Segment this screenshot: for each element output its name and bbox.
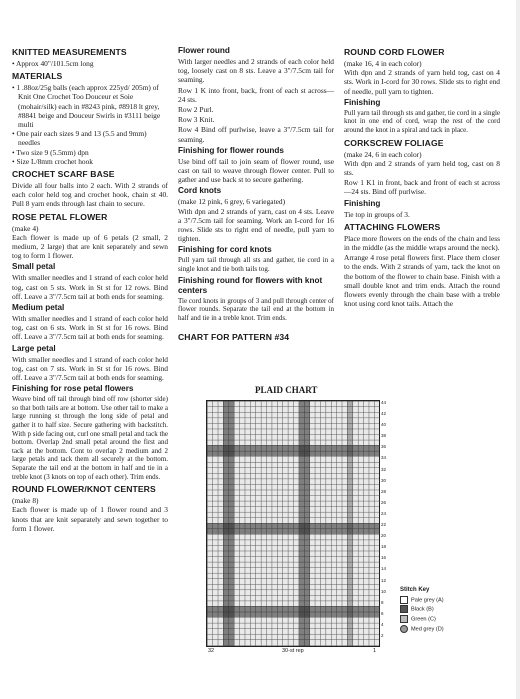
flower-round-text: With larger needles and 2 strands of each color held tog, loosely cast on 8 sts. Leave a 3"/7.5cm tail for seaming. (178, 57, 334, 85)
green-swatch-icon (400, 615, 408, 623)
crochet-scarf-base-text: Divide all four balls into 2 each. With 2 strands of each color held tog and crochet hook, chain st 40. Pull 8 yarn ends through last chain to secure. (12, 181, 168, 209)
black-swatch-icon (400, 605, 408, 613)
attaching-text-1: Place more flowers on the ends of the chain and less in the middle (as the middle wraps around the neck). (344, 233, 500, 253)
plaid-band (207, 445, 379, 456)
column-1 (12, 44, 168, 534)
row-number: 42 (381, 411, 387, 417)
row-number: 28 (381, 488, 387, 494)
flower-round-heading: Flower round (178, 46, 230, 55)
row-number: 30 (381, 477, 387, 483)
row-number: 12 (381, 577, 387, 583)
cord-knots-text: With dpn and 2 strands of yarn, cast on 4 sts. Leave a 3"/7.5cm tail for seaming. Work an I-cord for 16 rows. Slide sts to right end of needle, pull yarn to tighten. (178, 206, 334, 244)
round-flower-heading: ROUND FLOWER/KNOT CENTERS (12, 484, 156, 495)
key-label: Pale grey (A) (411, 596, 444, 603)
flower-round-row3: Row 3 Knit. (178, 115, 215, 125)
row-number: 18 (381, 544, 387, 550)
finishing-rose-text: Weave bind off tail through bind off row (shorter side) so that both tails are at bottom. Use other tail to make a large running st through the long side of petal and gather it to half size. Secure gathering with backstitch. With p side facing out, curl one small petal and tack the bottom. Overlap 2nd small petal around the first and tack at the bottom. Cont to overlap 2 medium and 2 large petals and tack them all securely at the bottom. Separate the tail end at the bottom in half and tie in a treble knot (3 knots on top of each other). Trim ends. (12, 395, 169, 481)
chart-axis-mid: 30-st rep (282, 648, 304, 654)
column-2 (178, 44, 334, 344)
round-flower-make: (make 8) (12, 496, 39, 506)
key-item (400, 596, 444, 606)
finishing-round-text: Use bind off tail to join seam of flower round, use cast on tail to weave through flower center. Pull to gather and use back st to secure gathering. (178, 156, 334, 185)
round-cord-text: With dpn and 2 strands of yarn held tog, cast on 4 sts. Work in I-cord for 30 rows. Slide sts to right end of needle, pull yarn to tighten. (344, 68, 500, 96)
row-number: 8 (381, 599, 384, 605)
rose-petal-make: (make 4) (12, 223, 39, 233)
row-number: 4 (381, 621, 384, 627)
plaid-band (347, 401, 353, 646)
flower-round-row1: Row 1 K into front, back, front of each st across—24 sts. (178, 85, 334, 104)
medium-petal-heading: Medium petal (12, 303, 65, 313)
cord-knots-make: (make 12 pink, 6 grey, 6 variegated) (178, 197, 286, 207)
knitted-measurements-heading: KNITTED MEASUREMENTS (12, 47, 127, 57)
small-petal-text: With smaller needles and 1 strand of each color held tog, cast on 5 sts. Work in St st for 12 rows. Bind off. Leave a 3"/7.5cm tail at both ends for seaming. (12, 273, 168, 301)
corkscrew-row1: Row 1 K1 in front, back and front of each st across—24 sts. Bind off purlwise. (344, 178, 500, 197)
row-number: 38 (381, 433, 387, 439)
chart-heading: CHART FOR PATTERN #34 (178, 332, 290, 343)
chart-title: PLAID CHART (255, 385, 318, 395)
row-number: 10 (381, 588, 387, 594)
cord-knots-heading: Cord knots (178, 186, 222, 196)
med-grey-swatch-icon (400, 625, 408, 633)
materials-item: • 1 .88oz/25g balls (each approx 225yd/ 205m) of Knit One Crochet Too Douceur et Soie (mohair/silk) each in #8243 pink, #8918 lt grey, #8841 beige and Douceur Swirls in #3111 beige multi (18, 83, 168, 129)
round-cord-heading: ROUND CORD FLOWER (344, 47, 445, 57)
corkscrew-heading: CORKSCREW FOLIAGE (344, 137, 444, 148)
flower-round-row4: Row 4 Bind off purlwise, leave a 3"/7.5cm tail for seaming. (178, 125, 334, 144)
finishing-round-heading: Finishing for flower rounds (178, 145, 284, 155)
materials-list (12, 83, 168, 166)
row-number: 26 (381, 499, 387, 505)
finishing2-text: Tie top in groups of 3. (344, 209, 410, 219)
key-item (400, 605, 444, 615)
row-number: 34 (381, 455, 387, 461)
row-number: 16 (381, 555, 387, 561)
row-number: 40 (381, 422, 387, 428)
key-item (400, 615, 444, 625)
key-label: Black (B) (411, 606, 434, 613)
round-flower-text: Each flower is made up of 1 flower round and 3 knots that are knit separately and sewn together to form 1 flower. (12, 505, 168, 533)
plaid-chart-grid (206, 400, 380, 647)
corkscrew-make: (make 24, 6 in each color) (344, 149, 422, 159)
chart-row-numbers (381, 400, 386, 639)
rose-petal-heading: ROSE PETAL FLOWER (12, 211, 108, 222)
finishing-round-knot-text: Tie cord knots in groups of 3 and pull through center of flower rounds. Separate the tail end at the bottom in half and tie in a treble knot. Trim ends. (178, 296, 334, 322)
row-number: 32 (381, 466, 387, 472)
pale-grey-swatch-icon (400, 596, 408, 604)
finishing-cord-text: Pull yarn tail through all sts and gather, tie cord in a single knot and tie both tails tog. (178, 256, 334, 274)
large-petal-text: With smaller needles and 1 strand of each color held tog, cast on 7 sts. Work in St st for 16 rows. Bind off. Leave a 3"/7.5cm tail at both ends for seaming. (12, 354, 168, 383)
knitted-measurements-text: • Approx 40"/101.5cm long (12, 59, 94, 68)
row-number: 6 (381, 610, 384, 616)
row-number: 44 (381, 400, 387, 405)
attaching-text-2: Arrange 4 rose petal flowers first. Place them closer to the ends. With 2 strands of yarn, tack the knot on the bottom of the flower to chain base. Finish with a small double knot and trim ends. Attach the round flowers evenly through the chain base with a treble knot using cord knot tails. Attach the (344, 253, 500, 309)
row-number: 22 (381, 522, 387, 528)
materials-item: • Two size 9 (5.5mm) dpn (18, 148, 168, 157)
stitch-key (400, 586, 444, 635)
page-edge (516, 0, 520, 699)
row-number: 20 (381, 533, 387, 539)
flower-round-row2: Row 2 Purl. (178, 105, 214, 115)
plaid-band (207, 606, 379, 617)
finishing-text: Pull yarn tail through sts and gather, tie cord in a single knot in one end of cord, wrap the rest of the cord around the knot in a spiral and tack in place. (344, 108, 500, 134)
large-petal-heading: Large petal (12, 343, 56, 353)
finishing2-heading: Finishing (344, 198, 381, 208)
finishing-cord-heading: Finishing for cord knots (178, 245, 272, 255)
finishing-heading: Finishing (344, 97, 381, 107)
row-number: 14 (381, 566, 387, 572)
round-cord-make: (make 16, 4 in each color) (344, 59, 422, 68)
row-number: 2 (381, 632, 384, 638)
row-number: 36 (381, 444, 387, 450)
small-petal-heading: Small petal (12, 262, 56, 272)
crochet-scarf-base-heading: CROCHET SCARF BASE (12, 169, 115, 180)
materials-item: • One pair each sizes 9 and 13 (5.5 and 9mm) needles (18, 129, 168, 147)
key-label: Green (C) (411, 616, 436, 623)
key-item (400, 625, 444, 635)
chart-axis-left: 32 (208, 648, 215, 654)
row-number: 24 (381, 510, 387, 516)
finishing-rose-heading: Finishing for rose petal flowers (12, 384, 134, 394)
finishing-round-knot-heading: Finishing round for flowers with knot centers (178, 275, 323, 295)
column-3 (344, 44, 500, 309)
attaching-heading: ATTACHING FLOWERS (344, 221, 441, 232)
rose-petal-text: Each flower is made up of 6 petals (2 small, 2 medium, 2 large) that are knit separately and sewn tog to form 1 flower. (12, 232, 168, 261)
corkscrew-text: With dpn and 2 strands of yarn held tog, cast on 8 sts. (344, 158, 500, 177)
stitch-key-title: Stitch Key (400, 587, 430, 593)
plaid-band (207, 523, 379, 534)
chart-axis-right: 1 (373, 648, 377, 654)
key-label: Med grey (D) (411, 626, 444, 633)
materials-item: • Size L/8mm crochet hook (18, 157, 168, 166)
medium-petal-text: With smaller needles and 1 strand of each color held tog, cast on 6 sts. Work in St st for 16 rows. Bind off. Leave a 3"/7.5cm tail at both ends for seaming. (12, 314, 168, 342)
materials-heading: MATERIALS (12, 71, 63, 82)
